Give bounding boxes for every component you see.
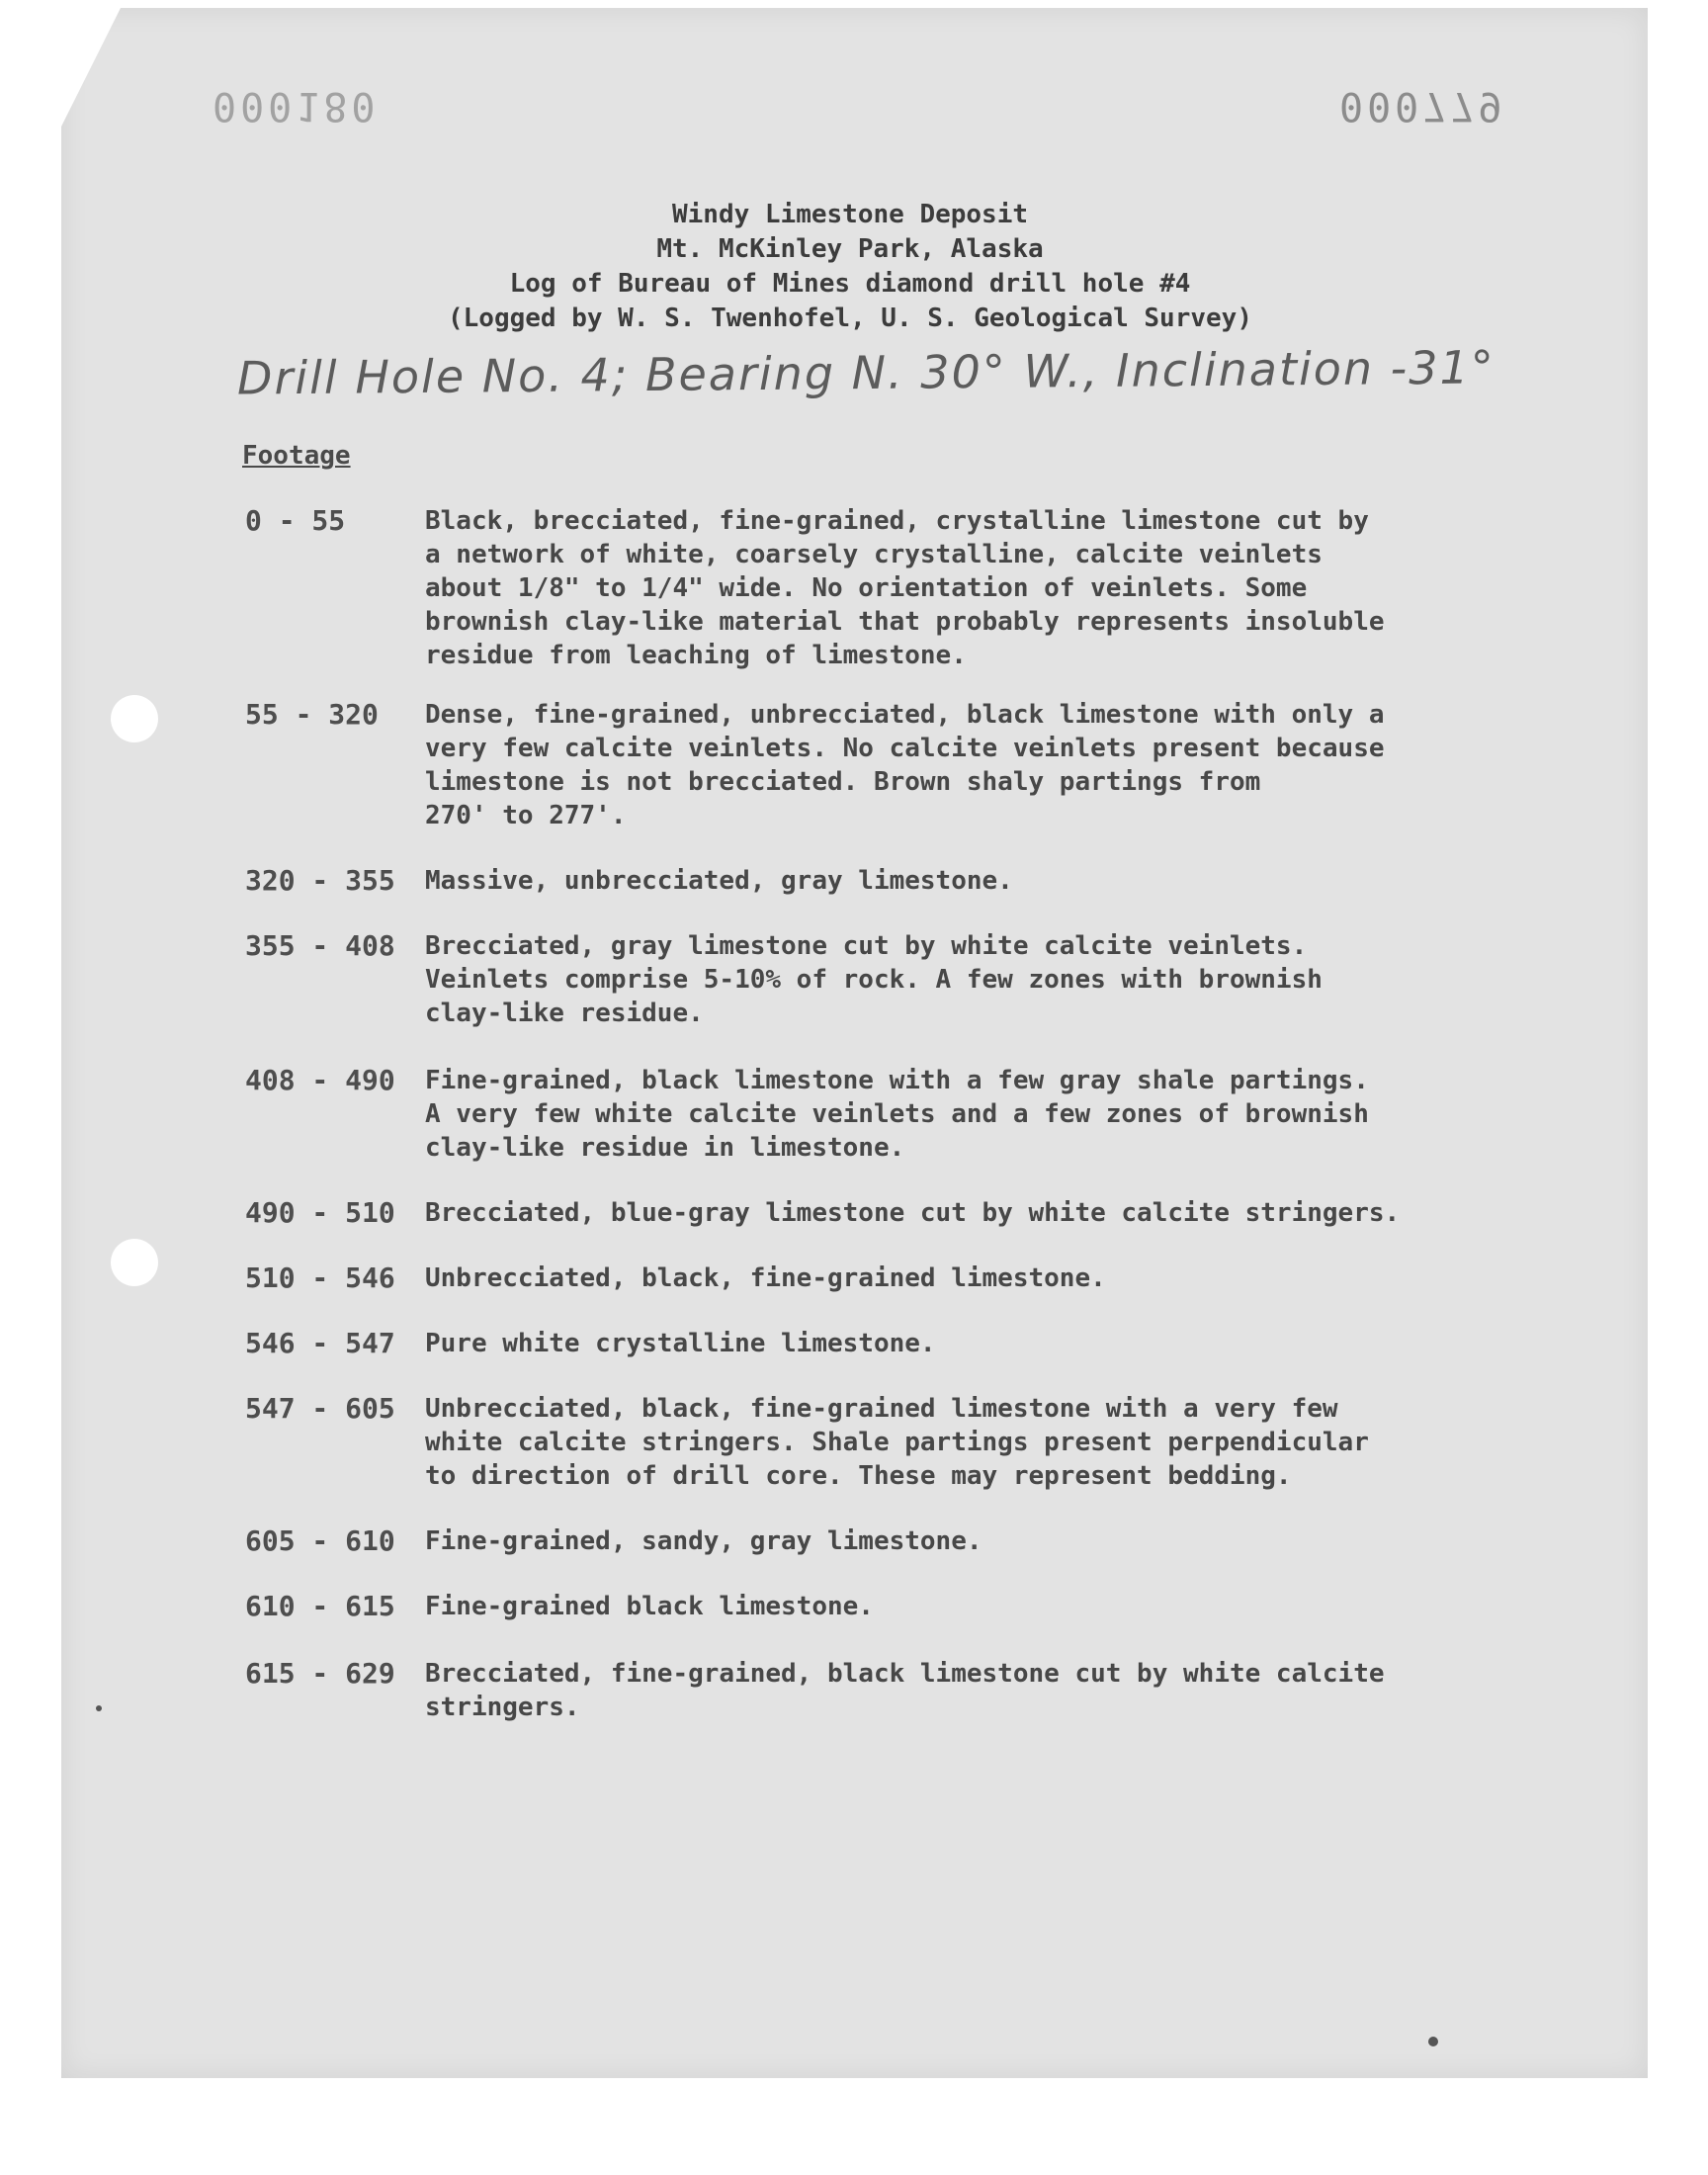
entry-description: Fine-grained black limestone. [425,1592,874,1621]
entry-description: Unbrecciated, black, fine-grained limestone with a very few white calcite stringers. Shale partings present perpendicular to direction of drill core. These may represent bedding. [425,1394,1369,1491]
footage-range: 546 - 547 [245,1327,395,1359]
footage-range: 605 - 610 [245,1524,395,1557]
entry-description: Unbrecciated, black, fine-grained limestone. [425,1263,1106,1293]
footage-range: 490 - 510 [245,1196,395,1229]
document-header [356,198,1344,336]
entry-description: Fine-grained, black limestone with a few gray shale partings. A very few white calcite veinlets and a few zones of brownish clay-like residue in limestone. [425,1066,1369,1163]
footage-range: 355 - 408 [245,929,395,962]
punch-hole-bottom [111,1239,158,1286]
entry-description: Black, brecciated, fine-grained, crystalline limestone cut by a network of white, coarsely crystalline, calcite veinlets about 1/8" to 1/4" wide. No orientation of veinlets. Some brownish clay-like material that probably represents insoluble residue from leaching of limestone. [425,506,1385,670]
header-line-3: Log of Bureau of Mines diamond drill hole #4 [509,269,1191,299]
footage-range: 0 - 55 [245,504,346,537]
footage-range: 547 - 605 [245,1392,395,1425]
footage-heading: Footage [242,441,351,471]
footage-range: 610 - 615 [245,1590,395,1622]
footage-range: 320 - 355 [245,864,395,897]
ink-speck [96,1705,102,1711]
page-stamp-right: 000779 [1339,83,1506,129]
ink-speck [1428,2037,1438,2046]
entry-description: Brecciated, gray limestone cut by white calcite veinlets. Veinlets comprise 5-10% of rock. A few zones with brownish clay-like residue. [425,931,1323,1028]
entry-description: Brecciated, blue-gray limestone cut by white calcite stringers. [425,1198,1401,1228]
footage-range: 615 - 629 [245,1657,395,1690]
handwritten-note: Drill Hole No. 4; Bearing N. 30° W., Inclination -31° [236,340,1496,405]
footage-range: 408 - 490 [245,1064,395,1096]
folded-corner [61,8,121,127]
header-line-2: Mt. McKinley Park, Alaska [656,234,1044,264]
entry-description: Massive, unbrecciated, gray limestone. [425,866,1013,896]
entry-description: Brecciated, fine-grained, black limestone cut by white calcite stringers. [425,1659,1385,1722]
page-stamp-left: 000180 [213,83,380,129]
punch-hole-top [111,695,158,742]
entry-description: Dense, fine-grained, unbrecciated, black limestone with only a very few calcite veinlets. No calcite veinlets present because limestone is not brecciated. Brown shaly partings from 270' to 277'. [425,700,1385,830]
entry-description: Pure white crystalline limestone. [425,1329,936,1358]
entry-description: Fine-grained, sandy, gray limestone. [425,1526,982,1556]
footage-range: 510 - 546 [245,1262,395,1294]
footage-range: 55 - 320 [245,698,379,731]
header-line-4: (Logged by W. S. Twenhofel, U. S. Geological Survey) [448,304,1252,333]
header-line-1: Windy Limestone Deposit [671,200,1029,229]
